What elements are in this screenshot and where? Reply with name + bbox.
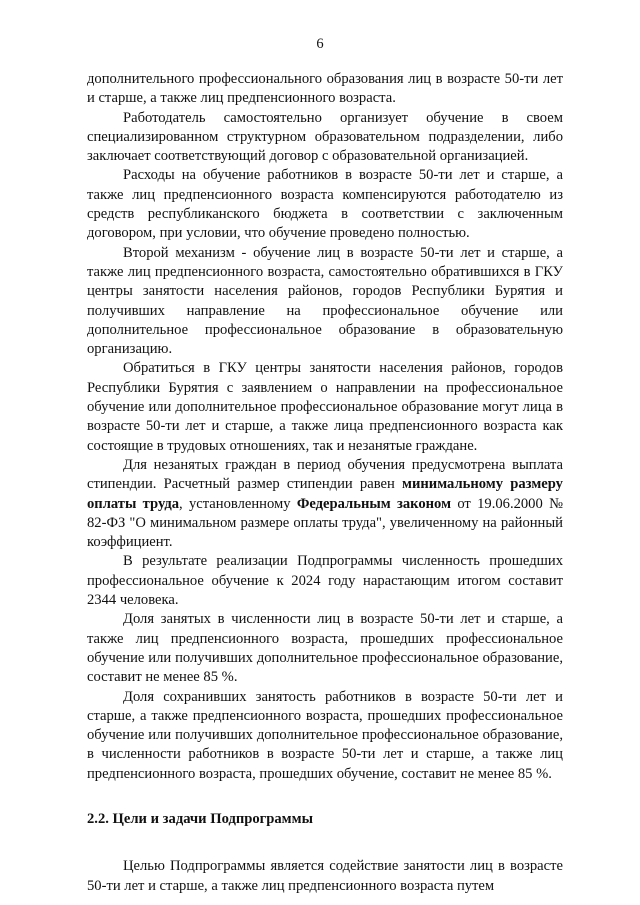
minimum-wage-emphasis: минимальному размеру оплаты труда [87,476,563,512]
section-heading: 2.2. Цели и задачи Подпрограммы [87,810,313,827]
paragraph-training-costs: Расходы на обучение работников в возрасте 50-ти лет и старше, а также лиц предпенсионного возраста компенсируются работодателю из средств республиканского бюджета в соответствии с заключенным договором, при условии, что обучение проведено полностью. [87,167,563,242]
stipend-text-3: от 19.06.2000 № 82-ФЗ "О минимальном размере оплаты труда", увеличенному на районный коэффициент. [87,495,564,551]
federal-law-emphasis: Федеральным законом [296,495,452,512]
paragraph-continuation: дополнительного профессионального образования лиц в возрасте 50-ти лет и старше, а также лиц предпенсионного возраста. [87,71,563,107]
paragraph-apply-employment-centers: Обратиться в ГКУ центры занятости населения районов, городов Республики Бурятия с заявлением о направлении на профессиональное обучение или дополнительное профессиональное образование могут лица в возрасте 50-ти лет и старше, а также лица предпенсионного возраста как состоящие в трудовых отношениях, так и незанятые граждане. [87,360,563,454]
paragraph-goal: Целью Подпрограммы является содействие занятости лиц в возрасте 50-ти лет и старше, а также лиц предпенсионного возраста путем [87,858,563,894]
page-number: 6 [316,36,324,52]
stipend-text-2: , установленному [179,495,297,512]
paragraph-results-count: В результате реализации Подпрограммы численность прошедших профессиональное обучение к 2024 году нарастающим итогом составит 2344 человека. [87,553,563,609]
stipend-text-1: Для незанятых граждан в период обучения предусмотрена выплата стипендии. Расчетный размер стипендии равен [87,456,563,493]
paragraph-retained-employment-share: Доля сохранивших занятость работников в возрасте 50-ти лет и старше, а также предпенсионного возраста, прошедших профессиональное обучение или получивших дополнительное профессиональное образование, в численности работников в возрасте 50-ти лет и старше, а также лиц предпенсионного возраста, прошедших обучение, составит не менее 85 %. [87,688,563,782]
paragraph-employed-share: Доля занятых в численности лиц в возрасте 50-ти лет и старше, а также лиц предпенсионного возраста, прошедших профессиональное обучение или получивших дополнительное профессиональное образование, составит не менее 85 %. [87,611,563,686]
paragraph-employer-training: Работодатель самостоятельно организует обучение в своем специализированном структурном образовательном подразделении, либо заключает соответствующий договор с образовательной организацией. [87,109,563,165]
paragraph-stipend [87,456,563,552]
paragraph-second-mechanism: Второй механизм - обучение лиц в возрасте 50-ти лет и старше, а также лиц предпенсионного возраста, самостоятельно обратившихся в ГКУ центры занятости населения районов, городов Республики Бурятия и получивших направление на профессиональное обучение или дополнительное профессиональное образование в образовательную организацию. [87,244,563,358]
document-body [87,70,563,896]
